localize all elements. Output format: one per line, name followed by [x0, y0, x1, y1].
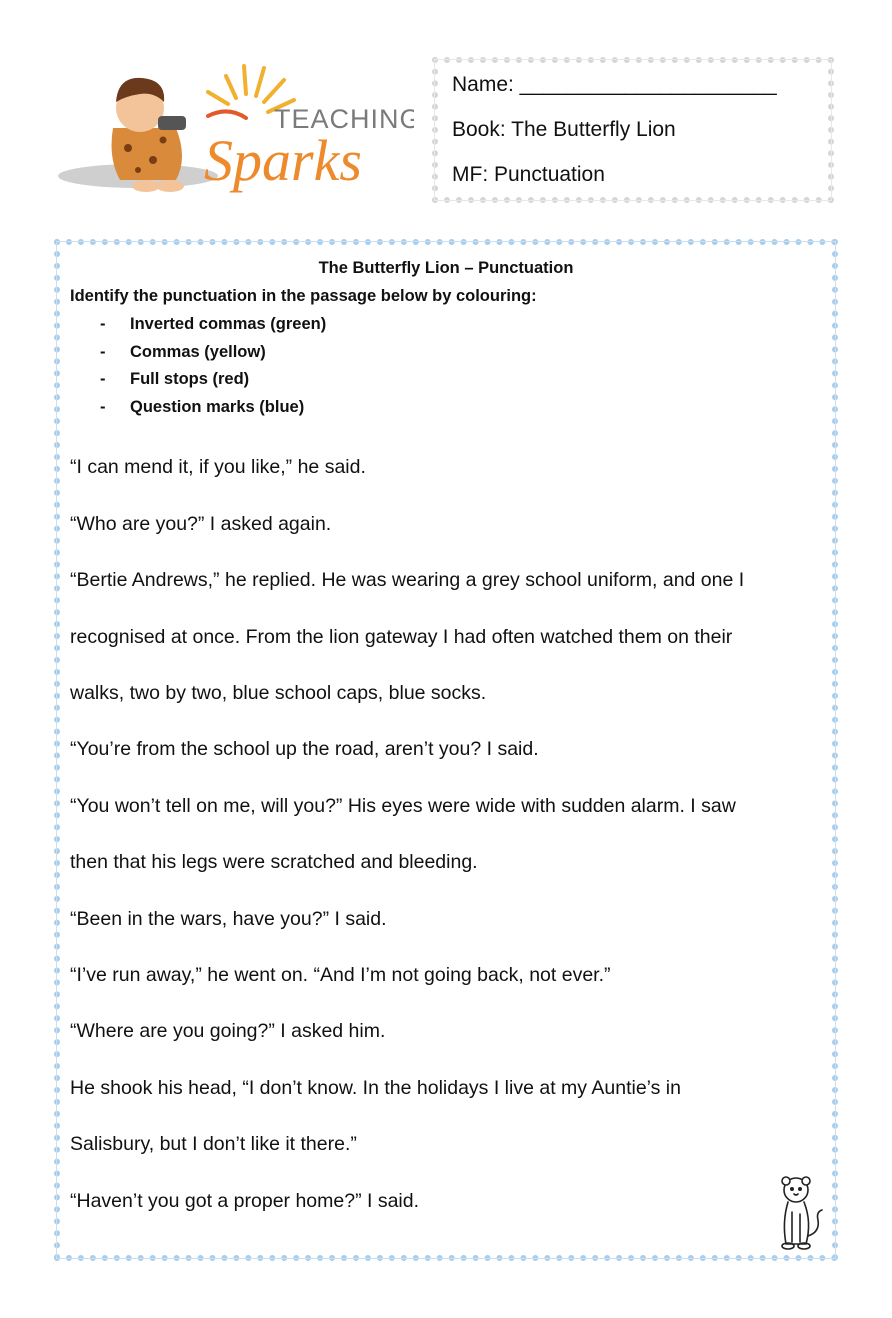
book-line: Book: The Butterfly Lion: [452, 118, 676, 141]
logo-word-sparks: Sparks: [204, 128, 362, 193]
bullet-dash: -: [100, 315, 106, 333]
bullet-commas: Commas (yellow): [130, 342, 266, 361]
passage-line: “Haven’t you got a proper home?” I said.: [70, 1190, 420, 1212]
passage-line: then that his legs were scratched and bleeding.: [70, 851, 478, 873]
passage-line: “Been in the wars, have you?” I said.: [70, 908, 387, 930]
bullet-inverted-commas: Inverted commas (green): [130, 315, 327, 333]
teaching-sparks-logo: [58, 58, 414, 198]
worksheet-frame: [54, 239, 838, 1261]
logo-graphic: [58, 58, 414, 198]
bullet-question-marks: Question marks (blue): [130, 397, 305, 416]
bullet-dash: -: [100, 342, 106, 361]
student-info-box: [432, 57, 834, 203]
bullet-full-stops: Full stops (red): [130, 370, 250, 388]
name-line: Name: ______________________: [452, 73, 777, 96]
passage-line: “I can mend it, if you like,” he said.: [70, 456, 366, 478]
passage-line: recognised at once. From the lion gateway I had often watched them on their: [70, 626, 733, 648]
passage-line: Salisbury, but I don’t like it there.”: [70, 1133, 357, 1155]
passage-line: “You’re from the school up the road, aren’t you? I said.: [70, 738, 539, 760]
lion-cub-illustration: [766, 1172, 828, 1252]
mf-line: MF: Punctuation: [452, 163, 605, 186]
passage-line: walks, two by two, blue school caps, blue socks.: [70, 682, 487, 704]
instruction-text: Identify the punctuation in the passage below by colouring:: [70, 287, 537, 305]
passage-line: “Where are you going?” I asked him.: [70, 1020, 386, 1042]
worksheet-title: The Butterfly Lion – Punctuation: [318, 259, 574, 277]
bullet-dash: -: [100, 370, 106, 388]
logo-word-teaching: TEACHING: [274, 104, 414, 134]
passage-line: “Bertie Andrews,” he replied. He was wearing a grey school uniform, and one I: [70, 569, 745, 591]
passage-line: He shook his head, “I don’t know. In the holidays I live at my Auntie’s in: [70, 1077, 681, 1099]
bullet-dash: -: [100, 397, 106, 416]
passage-line: “You won’t tell on me, will you?” His eyes were wide with sudden alarm. I saw: [70, 795, 736, 817]
passage-line: “I’ve run away,” he went on. “And I’m not going back, not ever.”: [70, 964, 611, 986]
passage-line: “Who are you?” I asked again.: [70, 513, 332, 535]
